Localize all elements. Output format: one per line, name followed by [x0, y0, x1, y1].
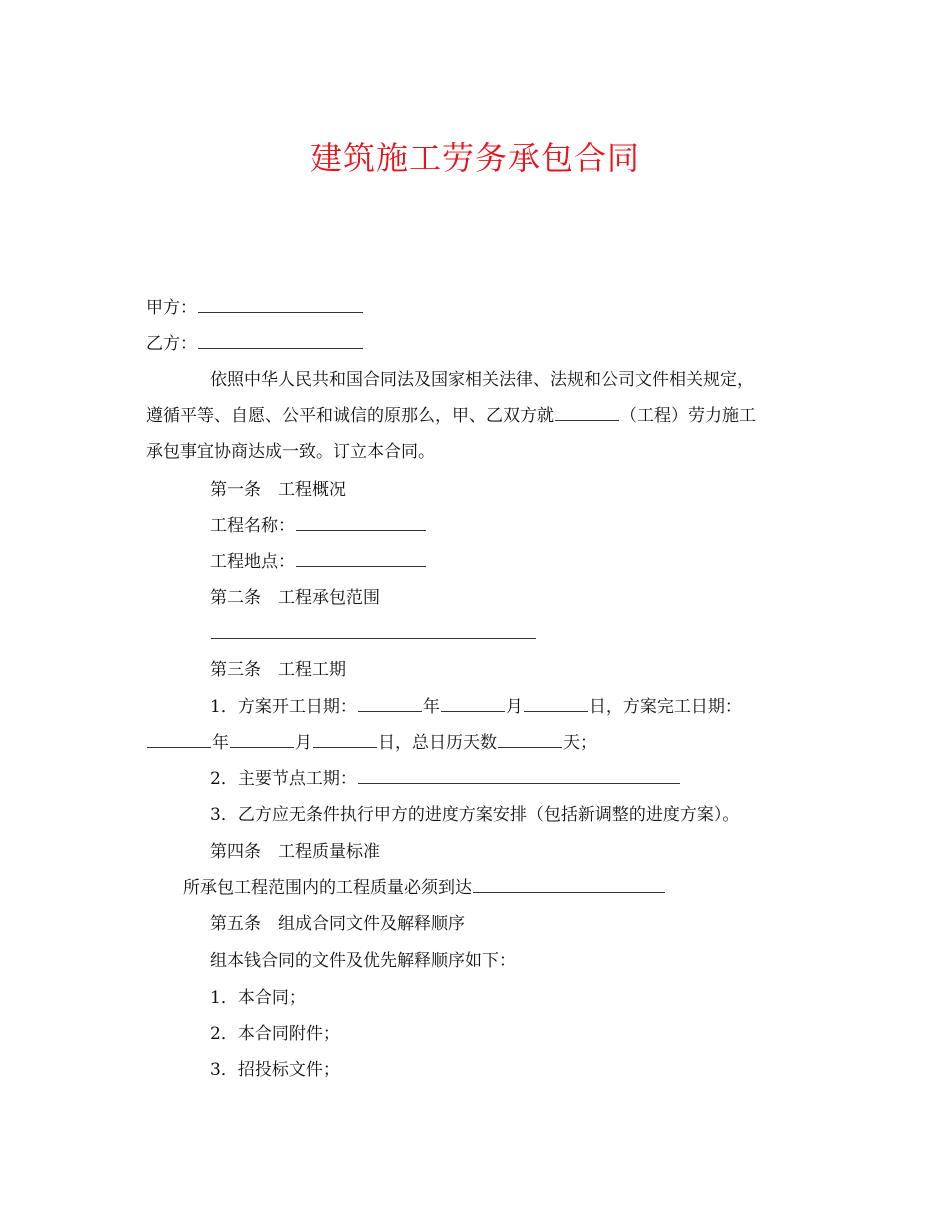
schedule-item-3: 3．乙方应无条件执行甲方的进度方案安排（包括新调整的进度方案）。	[210, 805, 740, 825]
project-name-line	[210, 514, 427, 538]
end-month-blank	[230, 731, 294, 748]
intro-line-2-part1: 遵循平等、自愿、公平和诚信的原那么，甲、乙双方就	[146, 406, 554, 426]
end-year-blank	[147, 731, 211, 748]
day-comma-label: 日，方案完工日期：	[588, 697, 742, 717]
project-location-blank	[296, 550, 426, 567]
article-3-heading: 第三条 工程工期	[210, 660, 346, 680]
intro-line-1: 依照中华人民共和国合同法及国家相关法律、法规和公司文件相关规定，	[210, 370, 754, 390]
docs-item-2: 2．本合同附件；	[210, 1024, 340, 1044]
end-day-blank	[313, 731, 377, 748]
year-label: 年	[422, 697, 440, 717]
docs-intro: 组本钱合同的文件及优先解释顺序如下：	[210, 951, 516, 971]
quality-blank	[473, 876, 665, 893]
project-location-line	[210, 550, 427, 574]
article-2-heading: 第二条 工程承包范围	[210, 588, 380, 608]
party-b-blank	[198, 332, 363, 349]
start-year-blank	[358, 695, 422, 712]
docs-item-3: 3．招投标文件；	[210, 1060, 340, 1080]
total-days-blank	[498, 731, 562, 748]
schedule-item-1-prefix: 1．方案开工日期：	[210, 697, 357, 717]
quality-line	[183, 876, 666, 900]
document-title: 建筑施工劳务承包合同	[309, 139, 640, 177]
party-a-label: 甲方：	[146, 298, 197, 318]
party-b-label: 乙方：	[146, 334, 197, 354]
days-end-label: 天；	[563, 733, 597, 753]
schedule-item-2-label: 2．主要节点工期：	[210, 769, 357, 789]
month-label-2: 月	[295, 733, 312, 753]
scope-line	[210, 622, 537, 646]
project-name-blank	[296, 514, 426, 531]
schedule-item-2	[210, 767, 681, 791]
intro-line-2-part2: （工程）劳力施工	[620, 406, 756, 426]
schedule-item-1	[210, 695, 742, 719]
party-a-blank	[198, 296, 363, 313]
party-a-line	[146, 296, 364, 320]
intro-line-2	[146, 404, 756, 428]
quality-text: 所承包工程范围内的工程质量必须到达	[183, 878, 472, 898]
milestone-blank	[358, 767, 680, 784]
project-name-label: 工程名称：	[210, 516, 295, 536]
month-label: 月	[505, 697, 523, 717]
day-total-label: 日，总日历天数	[378, 733, 497, 753]
article-4-heading: 第四条 工程质量标准	[210, 842, 380, 862]
scope-blank	[211, 622, 536, 639]
start-month-blank	[441, 695, 505, 712]
schedule-item-1-cont	[146, 731, 597, 755]
start-day-blank	[524, 695, 588, 712]
party-b-line	[146, 332, 364, 356]
docs-item-1: 1．本合同；	[210, 988, 306, 1008]
project-location-label: 工程地点：	[210, 552, 295, 572]
project-blank	[555, 404, 619, 421]
intro-line-3: 承包事宜协商达成一致。订立本合同。	[146, 442, 435, 462]
article-5-heading: 第五条 组成合同文件及解释顺序	[210, 914, 465, 934]
article-1-heading: 第一条 工程概况	[210, 480, 346, 500]
year-label-2: 年	[212, 733, 229, 753]
